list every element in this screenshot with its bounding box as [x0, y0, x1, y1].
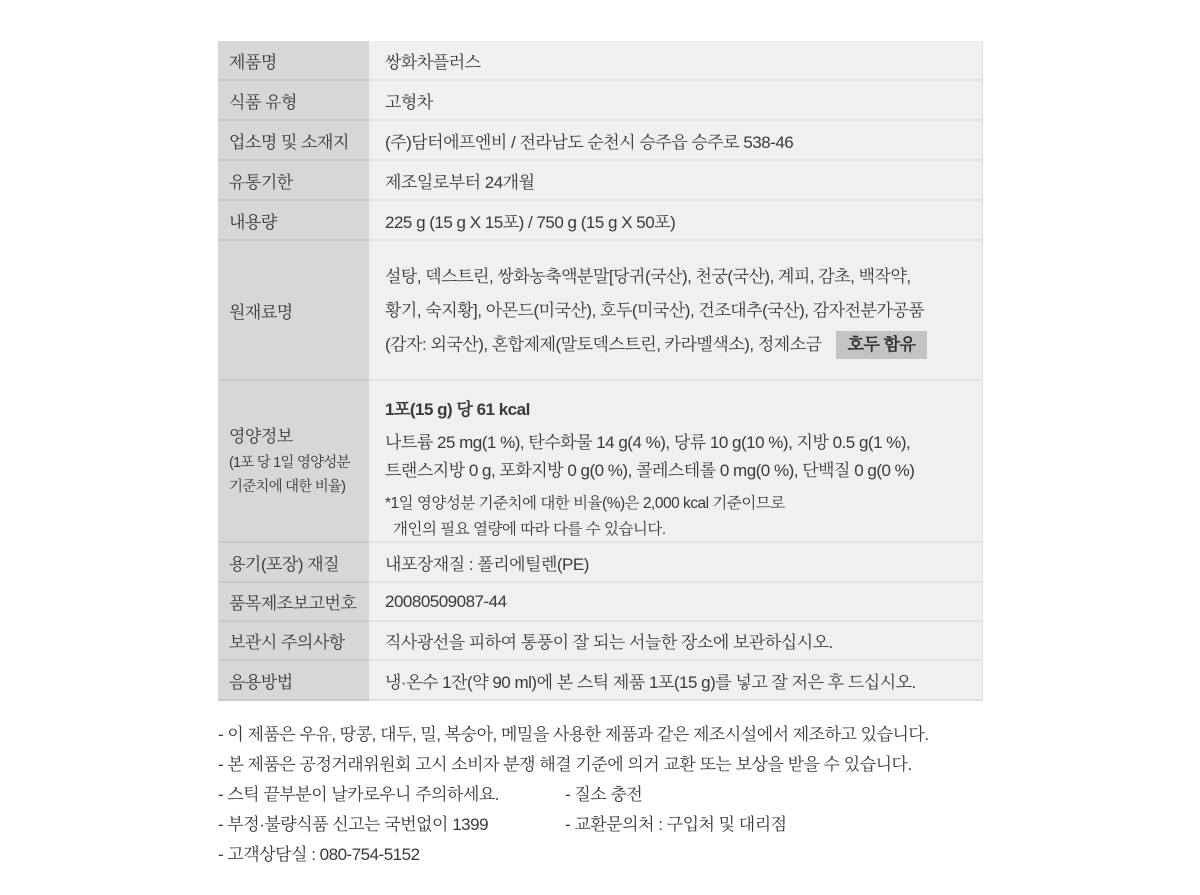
- row-label: 식품 유형: [218, 81, 369, 121]
- row-label: [218, 381, 369, 543]
- row-label: 용기(포장) 재질: [218, 543, 369, 583]
- footer-note: - 고객상담실 : 080-754-5152: [218, 844, 420, 864]
- footer-note-row: [218, 747, 1048, 777]
- ingredients-line: [385, 328, 982, 362]
- nutrition-sublabel: 기준치에 대한 비율): [229, 479, 346, 495]
- ingredients-line-text: (감자: 외국산), 혼합제제(말토덱스트린, 카라멜색소), 정제소금: [385, 335, 822, 354]
- row-report-number: [218, 583, 983, 622]
- row-shelf-life: [218, 161, 983, 201]
- row-value: 고형차: [369, 81, 983, 121]
- footer-note: - 이 제품은 우유, 땅콩, 대두, 밀, 복숭아, 메밀을 사용한 제품과 같은 제조시설에서 제조하고 있습니다.: [218, 724, 929, 744]
- row-value: 제조일로부터 24개월: [369, 161, 983, 201]
- nutrition-text: [385, 381, 982, 543]
- row-net-weight: [218, 201, 983, 241]
- row-label: 업소명 및 소재지: [218, 121, 369, 161]
- row-value: 직사광선을 피하여 통풍이 잘 되는 서늘한 장소에 보관하십시오.: [369, 622, 983, 661]
- walnut-contains-badge: 호두 함유: [836, 331, 928, 359]
- row-product-name: [218, 41, 983, 81]
- row-food-type: [218, 81, 983, 121]
- nutrition-sublabel: (1포 당 1일 영양성분: [229, 455, 350, 471]
- footer-note: - 스틱 끝부분이 날카로우니 주의하세요.: [218, 784, 500, 804]
- row-company-address: [218, 121, 983, 161]
- row-package-material: [218, 543, 983, 583]
- nutrition-line: 트랜스지방 0 g, 포화지방 0 g(0 %), 콜레스테롤 0 mg(0 %), 단백질 0 g(0 %): [385, 461, 915, 480]
- row-label: 유통기한: [218, 161, 369, 201]
- nutrition-note: 개인의 필요 열량에 따라 다를 수 있습니다.: [393, 521, 666, 538]
- row-value: [369, 241, 983, 381]
- row-value: [369, 381, 983, 543]
- row-value: (주)담터에프엔비 / 전라남도 순천시 승주읍 승주로 538-46: [369, 121, 983, 161]
- row-value: 냉·온수 1잔(약 90 ml)에 본 스틱 제품 1포(15 g)를 넣고 잘 저은 후 드십시오.: [369, 661, 983, 701]
- nutrition-notes: [385, 491, 982, 543]
- row-label: 품목제조보고번호: [218, 583, 369, 622]
- row-label: 보관시 주의사항: [218, 622, 369, 661]
- nutrition-lines: [385, 429, 982, 485]
- footer-note: - 부정·불량식품 신고는 국번없이 1399: [218, 814, 489, 834]
- nutrition-headline: 1포(15 g) 당 61 kcal: [385, 400, 530, 419]
- footer-note-row: [218, 837, 1048, 867]
- product-spec-table: [218, 41, 983, 701]
- footer-note: - 교환문의처 : 구입처 및 대리점: [565, 814, 787, 834]
- footer-notes: [218, 717, 1048, 867]
- footer-note-row: [218, 777, 1048, 807]
- row-value: 내포장재질 : 폴리에틸렌(PE): [369, 543, 983, 583]
- nutrition-line: 나트륨 25 mg(1 %), 탄수화물 14 g(4 %), 당류 10 g(10 %), 지방 0.5 g(1 %),: [385, 433, 911, 452]
- row-drinking-method: [218, 661, 983, 701]
- row-label: 제품명: [218, 41, 369, 81]
- nutrition-note: *1일 영양성분 기준치에 대한 비율(%)은 2,000 kcal 기준이므로: [385, 495, 785, 512]
- row-label: 원재료명: [218, 241, 369, 381]
- footer-note-row: [218, 717, 1048, 747]
- footer-note-row: [218, 807, 1048, 837]
- row-storage-caution: [218, 622, 983, 661]
- ingredients-line: 황기, 숙지황], 아몬드(미국산), 호두(미국산), 건조대추(국산), 감자전분가공품: [385, 301, 925, 320]
- row-ingredients: [218, 241, 983, 381]
- row-value: 쌍화차플러스: [369, 41, 983, 81]
- ingredients-text: [385, 241, 982, 362]
- row-value: 225 g (15 g X 15포) / 750 g (15 g X 50포): [369, 201, 983, 241]
- footer-note: - 질소 충전: [565, 784, 643, 804]
- ingredients-line: 설탕, 덱스트린, 쌍화농축액분말[당귀(국산), 천궁(국산), 계피, 감초, 백작약,: [385, 267, 911, 286]
- nutrition-label: 영양정보: [229, 427, 293, 446]
- row-nutrition: [218, 381, 983, 543]
- row-value: 20080509087-44: [369, 583, 983, 622]
- row-label: 내용량: [218, 201, 369, 241]
- footer-note: - 본 제품은 공정거래위원회 고시 소비자 분쟁 해결 기준에 의거 교환 또는 보상을 받을 수 있습니다.: [218, 754, 912, 774]
- row-label: 음용방법: [218, 661, 369, 701]
